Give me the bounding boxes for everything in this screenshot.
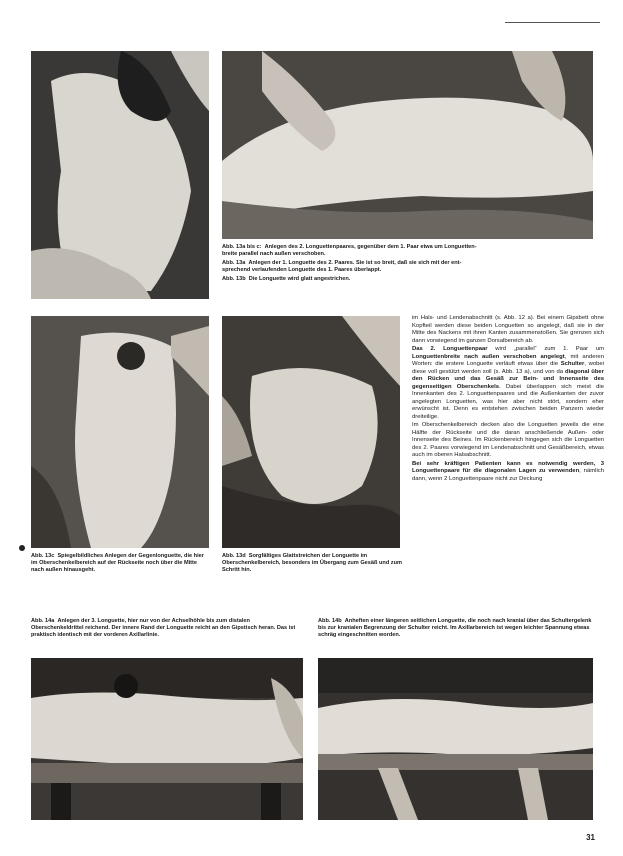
body-paragraph-2 xyxy=(412,346,604,421)
caption-14a xyxy=(31,618,303,641)
caption-14a-label: Abb. 14a xyxy=(31,618,55,624)
caption-13d-text: Sorgfältiges Glattstreichen der Longuette im Oberschenkelbereich, besonders im Übergang zum Gesäß und zum Schritt hin. xyxy=(222,553,402,574)
body-text-column xyxy=(412,315,604,484)
body-p2-c: , wobei diese voll gestützt werden soll (s. Abb. 13 a), und von da xyxy=(412,361,604,375)
body-paragraph-4 xyxy=(412,461,604,484)
photo-13d xyxy=(222,316,400,548)
caption-13d xyxy=(222,553,402,576)
body-p4-a: , nämlich dann, wenn 2 Longuettenpaare nicht zur Deckung xyxy=(412,468,604,482)
body-paragraph-1: im Hals- und Lendenabschnitt (s. Abb. 12 a). Bei einem Gipsbett ohne Kopfteil werden diese beiden Longuetten so angelegt, daß sie in der Mitte des Nackens mit ihren Kanten zusammenstoßen. Sie grenzen sich dann vorwiegend im ganzen Dorsalbereich ab. xyxy=(412,315,604,344)
body-paragraph-3: Im Oberschenkelbereich decken also die Longuetten jeweils die eine Hälfte der Rückseite und die daran anschließende Außen- oder Innenseite des Beines. Im Rückenbereich hingegen sich die Longuetten des 2. Paares vorwiegend im Lendenabschnitt und Gesäßbereich, etwas auch im oberen Halsabschnitt. xyxy=(412,422,604,458)
body-p2-b: , mit anderen Worten: die erstere Longuette verläuft etwas über die xyxy=(412,353,604,367)
caption-13abc xyxy=(222,244,596,284)
body-p2-bold2: Longuettenbreite nach außen verschoben angelegt xyxy=(412,353,565,360)
photo-13ab xyxy=(222,51,593,239)
body-p2-bold4: diagonal über den Rücken und das Gesäß zur Bein- und Innenseite des gegenseitigen Oberschenkels xyxy=(412,368,604,390)
caption-13b-text: Die Longuette wird glatt angestrichen. xyxy=(248,275,351,282)
body-p2-bold3: Schulter xyxy=(560,361,585,367)
body-p2-a: wird „parallel“ zum 1. Paar um xyxy=(487,346,605,352)
photo-14b xyxy=(318,658,593,820)
caption-13abc-line2: breite parallel nach außen verschoben. xyxy=(222,251,326,258)
caption-13a-text2: sprechend verlaufenden Longuette des 1. Paares überlappt. xyxy=(222,266,382,273)
photo-13-left xyxy=(31,51,209,299)
margin-dot xyxy=(19,545,25,551)
caption-13a-text: Anlegen der 1. Longuette des 2. Paares. Sie ist so breit, daß sie sich mit der ent- xyxy=(248,259,462,266)
header-rule xyxy=(505,22,600,23)
caption-13c-text: Spiegelbildliches Anlegen der Gegenlonguette, die hier im Oberschenkelbereich auf der Rückseite noch über die Mitte nach außen hinausgeht. xyxy=(31,553,204,574)
photo-13c xyxy=(31,316,209,548)
page-number: 31 xyxy=(586,833,595,842)
caption-13abc-line1: Anlegen des 2. Longuettenpaares, gegenüber dem 1. Paar etwa um Longuetten- xyxy=(264,244,477,250)
caption-13c xyxy=(31,553,209,576)
caption-14b-text: Anheften einer längeren seitlichen Longuette, die noch nach kranial über das Schultergelenk bis zur kranialen Begrenzung der Schulter reicht. Im Axillarbereich ist wegen leichter Spannung etwas schräg eingeschnitten worden. xyxy=(318,618,592,639)
caption-14a-text: Anlegen der 3. Longuette, hier nur von der Achselhöhle bis zum distalen Oberschenkeldrittel reichend. Der innere Rand der Longuette reicht an den Gipstisch heran. Das ist praktisch identisch mit der vorderen Axillarlinie. xyxy=(31,618,296,639)
photo-14a xyxy=(31,658,303,820)
body-p4-bold: Bei sehr kräftigen Patienten kann es notwendig werden, 3 Longuettenpaare für die diagonalen Lagen zu verwenden xyxy=(412,460,604,474)
caption-13a-label: Abb. 13a xyxy=(222,259,246,266)
caption-13abc-label: Abb. 13a bis c: xyxy=(222,244,262,250)
caption-13c-label: Abb. 13c xyxy=(31,553,55,559)
caption-14b xyxy=(318,618,593,641)
caption-13b-label: Abb. 13b xyxy=(222,275,246,282)
body-p2-d: . Dabei überlappen sich meist die Innenkanten des 2. Longuettenpaares und die Außenkanten der zuvor angelegten Longuetten, was hier aber nicht stört, sondern eher erwünscht ist. Denn es entstehen zwischen beiden Panzern wieder dreiteilige. xyxy=(412,383,605,420)
body-p2-bold: Das 2. Longuettenpaar xyxy=(412,346,488,352)
caption-13d-label: Abb. 13d xyxy=(222,553,246,559)
caption-14b-label: Abb. 14b xyxy=(318,618,342,624)
